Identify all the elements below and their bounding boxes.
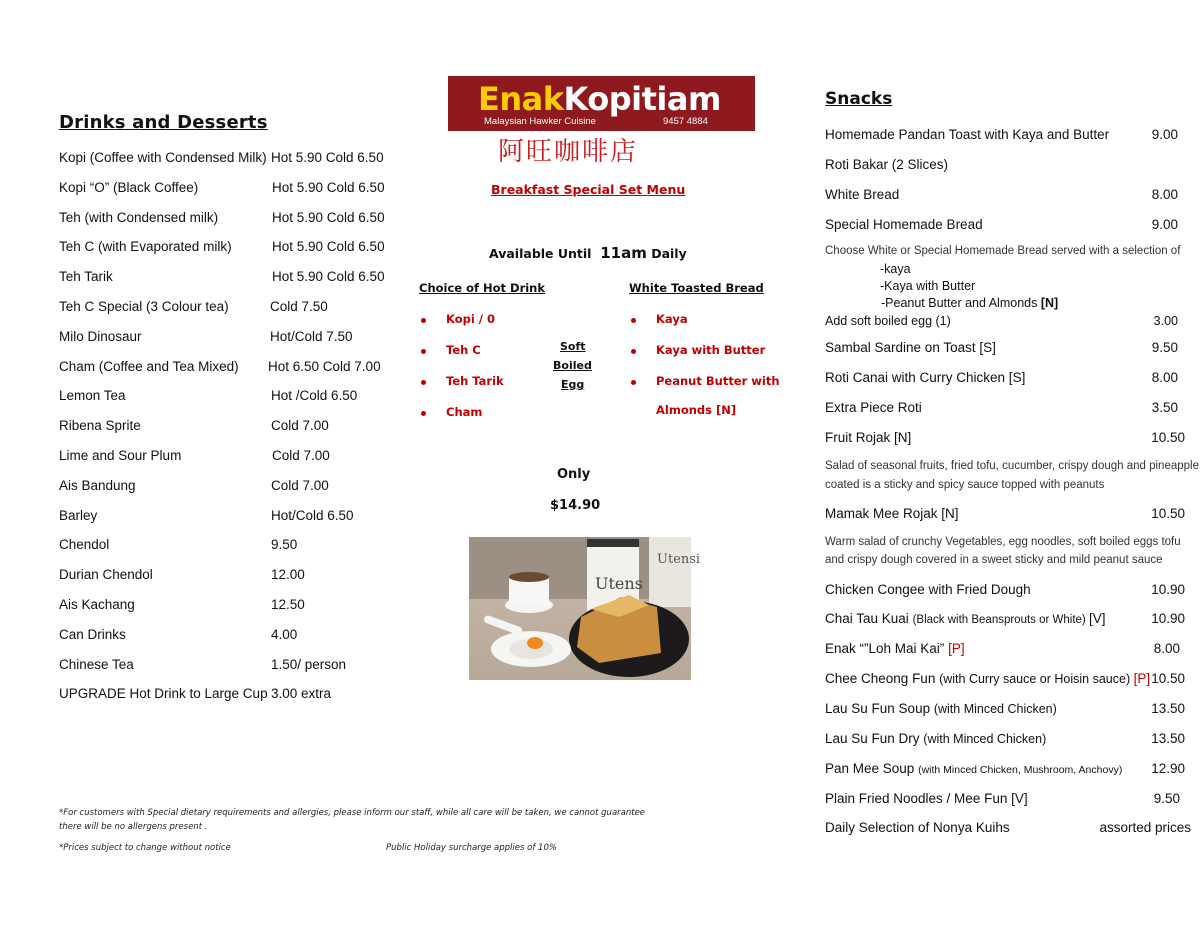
snack-row (825, 701, 1191, 719)
drink-name: Teh C Special (3 Colour tea) (59, 299, 229, 314)
snack-price: 10.90 (1151, 582, 1185, 597)
snack-row (825, 314, 1191, 332)
snack-price: 10.50 (1151, 671, 1185, 686)
drink-row (59, 448, 419, 466)
drink-price: 12.00 (271, 567, 305, 583)
logo-kopitiam: Kopitiam (563, 80, 721, 118)
snack-name-detail: (with Minced Chicken) (933, 702, 1057, 716)
snack-row (825, 430, 1191, 448)
snack-tag: [P] (1133, 671, 1151, 686)
snack-name (825, 731, 1046, 746)
drink-row (59, 597, 419, 615)
drinks-section-title: Drinks and Desserts (59, 112, 268, 133)
logo-chinese-name: 阿旺咖啡店 (498, 137, 639, 167)
snack-name-main: Pan Mee Soup (825, 761, 919, 776)
drink-price: 9.50 (271, 537, 298, 553)
availability-suffix: Daily (651, 246, 687, 261)
drink-name: Chinese Tea (59, 656, 134, 672)
snack-row (825, 157, 1191, 175)
snack-row (825, 761, 1191, 779)
availability-line (489, 244, 687, 262)
snack-name-main: Lau Su Fun Soup (825, 701, 934, 716)
drink-name: Kopi “O” (Black Coffee) (59, 179, 199, 195)
snack-name: Plain Fried Noodles / Mee Fun [V] (825, 791, 1028, 806)
egg-line: Egg (561, 378, 585, 391)
snacks-section-title: Snacks (825, 89, 893, 109)
hot-drink-heading: Choice of Hot Drink (419, 281, 546, 295)
drink-price: 12.50 (271, 597, 305, 612)
snack-price: 13.50 (1151, 701, 1185, 716)
drink-row (59, 508, 419, 526)
bread-option-tag: [N] (1040, 296, 1059, 310)
snack-name-main: Enak “”Loh Mai Kai” (825, 641, 949, 656)
fruit-rojak-description: coated is a sticky and spicy sauce topped with peanuts (825, 479, 1105, 491)
snack-name: Chicken Congee with Fried Dough (825, 582, 1031, 597)
coffee-surface (509, 572, 549, 582)
snack-price: 9.50 (1153, 791, 1180, 806)
drink-price: Hot 5.90 Cold 6.50 (272, 209, 385, 225)
snack-name: Add soft boiled egg (1) (825, 314, 951, 328)
drink-price: 4.00 (271, 626, 298, 642)
price-change-note: *Prices subject to change without notice (59, 843, 231, 853)
snack-price: 10.90 (1151, 611, 1185, 626)
snack-name: Extra Piece Roti (825, 400, 922, 415)
logo-subtitle: Malaysian Hawker Cuisine (484, 116, 596, 127)
bread-option: -kaya (880, 262, 911, 276)
set-drink-item: Cham (446, 405, 483, 419)
snack-name-detail: (Black with Beansprouts or White) (912, 614, 1089, 626)
breakfast-photo-illustration (469, 537, 701, 680)
drink-name: Kopi (Coffee with Condensed Milk) (59, 150, 267, 165)
drink-row (59, 269, 419, 287)
mee-rojak-description: Warm salad of crunchy Vegetables, egg noodles, soft boiled eggs tofu (825, 536, 1181, 548)
drink-price: Cold 7.50 (270, 299, 328, 314)
allergy-note-line-1: *For customers with Special dietary requirements and allergies, please inform our staff, while all care will be taken, we cannot guarantee (59, 808, 646, 818)
drink-price: Cold 7.00 (271, 418, 329, 434)
drink-row (59, 180, 419, 198)
bread-description: Choose White or Special Homemade Bread served with a selection of (825, 245, 1181, 257)
snack-price: 10.50 (1151, 430, 1185, 445)
snack-row (825, 582, 1191, 600)
holiday-surcharge-note: Public Holiday surcharge applies of 10% (386, 843, 557, 853)
drink-name: Teh C (with Evaporated milk) (59, 239, 232, 255)
snack-price: 9.50 (1151, 340, 1178, 355)
snack-row (825, 217, 1191, 235)
drink-price: Hot 5.90 Cold 6.50 (272, 179, 385, 195)
snack-price: 10.50 (1151, 506, 1185, 521)
bullet-icon (421, 349, 426, 354)
snack-name: Homemade Pandan Toast with Kaya and Butter (825, 127, 1110, 142)
snack-name (825, 611, 1105, 626)
snack-price: assorted prices (1099, 820, 1191, 835)
utensil-tub-rim (587, 539, 639, 547)
drink-name: Cham (Coffee and Tea Mixed) (59, 358, 239, 374)
bread-heading: White Toasted Bread (629, 281, 764, 295)
drink-price: Cold 7.00 (271, 477, 329, 493)
snack-row (825, 611, 1191, 629)
set-price: $14.90 (550, 498, 601, 513)
drink-row (59, 239, 419, 257)
snack-name: Roti Canai with Curry Chicken [S] (825, 370, 1026, 385)
drink-price: Cold 7.00 (272, 448, 330, 463)
logo-wordmark (478, 81, 721, 117)
snack-name: Daily Selection of Nonya Kuihs (825, 820, 1010, 835)
snack-row (825, 127, 1191, 145)
set-drink-item: Teh Tarik (446, 374, 504, 388)
set-bread-item: Peanut Butter with (656, 374, 780, 388)
drink-price: 1.50/ person (271, 656, 347, 672)
snack-row (825, 370, 1191, 388)
availability-time: 11am (600, 244, 647, 262)
snack-name-main: Chee Cheong Fun (825, 671, 940, 686)
drink-row (59, 627, 419, 645)
drink-name: Barley (59, 507, 98, 523)
fruit-rojak-description: Salad of seasonal fruits, fried tofu, cucumber, crispy dough and pineapple (825, 460, 1199, 472)
snack-tag: [V] (1088, 611, 1106, 626)
bread-option (881, 296, 1058, 310)
drink-row (59, 686, 419, 704)
egg-line: Boiled (553, 359, 592, 372)
drink-price: Hot 5.90 Cold 6.50 (272, 269, 385, 285)
drink-price: Hot/Cold 6.50 (271, 507, 354, 523)
snack-price: 9.00 (1151, 127, 1178, 142)
snack-name (825, 701, 1057, 716)
breakfast-photo (469, 537, 701, 680)
snack-name-detail: (with Minced Chicken) (923, 732, 1047, 746)
snack-row (825, 641, 1191, 659)
drink-name: Chendol (59, 537, 110, 553)
drink-name: Can Drinks (59, 626, 126, 642)
drink-name: Ribena Sprite (59, 418, 141, 434)
set-only-label: Only (557, 467, 591, 482)
snack-name: Special Homemade Bread (825, 217, 983, 232)
logo-phone: 9457 4884 (663, 116, 708, 127)
snack-row (825, 340, 1191, 358)
snack-name-main: Lau Su Fun Dry (825, 731, 924, 746)
snack-name: Mamak Mee Rojak [N] (825, 506, 959, 521)
snack-name-detail: (with Minced Chicken, Mushroom, Anchovy) (918, 764, 1123, 776)
snack-price: 8.00 (1153, 641, 1180, 656)
utensil-label: Utens (595, 574, 643, 593)
set-bread-item: Kaya with Butter (656, 343, 766, 357)
bullet-icon (421, 411, 426, 416)
drink-price: Hot 5.90 Cold 6.50 (272, 239, 385, 255)
drink-row (59, 359, 419, 377)
snack-name: Fruit Rojak [N] (825, 430, 912, 445)
drink-name: Milo Dinosaur (59, 328, 142, 344)
snack-name: White Bread (825, 187, 900, 202)
snack-price: 8.00 (1151, 370, 1178, 385)
drink-name: UPGRADE Hot Drink to Large Cup (59, 686, 268, 702)
drink-price: Hot /Cold 6.50 (271, 388, 358, 404)
soup-spoon (483, 614, 523, 635)
snack-name: Sambal Sardine on Toast [S] (825, 340, 996, 355)
availability-prefix: Available Until (489, 246, 592, 261)
snack-tag: [P] (948, 641, 965, 656)
snack-row (825, 671, 1191, 689)
bread-option: -Kaya with Butter (880, 279, 976, 293)
bullet-icon (421, 380, 426, 385)
drink-row (59, 329, 419, 347)
snack-name (825, 761, 1122, 776)
breakfast-title: Breakfast Special Set Menu (491, 182, 686, 197)
drink-name: Lime and Sour Plum (59, 448, 182, 463)
snack-price: 3.00 (1153, 314, 1178, 328)
snack-price: 8.00 (1151, 187, 1178, 202)
snack-row (825, 400, 1191, 418)
snack-row (825, 731, 1191, 749)
egg-yolk (527, 637, 543, 649)
snack-row (825, 506, 1191, 524)
drink-row (59, 567, 419, 585)
bullet-icon (631, 380, 636, 385)
snack-price: 13.50 (1151, 731, 1185, 746)
snack-name (825, 641, 965, 656)
set-drink-item: Teh C (446, 343, 481, 357)
snack-name-main: Chai Tau Kuai (825, 611, 913, 626)
drink-row (59, 478, 419, 496)
drink-row (59, 657, 419, 675)
drink-name: Ais Bandung (59, 477, 136, 493)
bullet-icon (631, 318, 636, 323)
egg-line: Soft (560, 340, 586, 353)
drink-name: Teh Tarik (59, 269, 113, 285)
snack-row (825, 187, 1191, 205)
drink-row (59, 299, 419, 317)
bullet-icon (421, 318, 426, 323)
drink-row (59, 150, 419, 168)
snack-price: 9.00 (1151, 217, 1178, 232)
restaurant-logo (448, 76, 755, 131)
set-bread-item: Kaya (656, 312, 688, 326)
bullet-icon (631, 349, 636, 354)
set-drink-item: Kopi / 0 (446, 312, 495, 326)
snack-row (825, 820, 1191, 838)
snack-price: 12.90 (1151, 761, 1185, 776)
drink-row (59, 418, 419, 436)
utensil-tub-right (649, 537, 691, 607)
snack-name (825, 671, 1150, 686)
utensil-label-right: Utensi (657, 552, 701, 567)
snack-price: 3.50 (1151, 400, 1178, 415)
snack-name-detail: (with Curry sauce or Hoisin sauce) (939, 672, 1134, 686)
drink-price: Hot 6.50 Cold 7.00 (268, 358, 381, 374)
snack-row (825, 791, 1191, 809)
drink-name: Teh (with Condensed milk) (59, 209, 219, 225)
allergy-note-line-2: there will be no allergens present . (59, 822, 208, 832)
drink-name: Durian Chendol (59, 567, 153, 583)
mee-rojak-description: and crispy dough covered in a sweet sticky and mild peanut sauce (825, 554, 1163, 566)
set-bread-item-cont: Almonds [N] (656, 403, 737, 417)
drink-price: Hot 5.90 Cold 6.50 (271, 150, 384, 165)
drink-price: 3.00 extra (271, 686, 332, 702)
drink-row (59, 537, 419, 555)
drink-name: Ais Kachang (59, 597, 135, 612)
drink-name: Lemon Tea (59, 388, 126, 404)
bread-option-text: -Peanut Butter and Almonds (881, 296, 1041, 310)
drink-row (59, 210, 419, 228)
snack-name: Roti Bakar (2 Slices) (825, 157, 949, 172)
logo-enak: Enak (478, 80, 564, 118)
drink-row (59, 388, 419, 406)
drink-price: Hot/Cold 7.50 (270, 328, 353, 344)
